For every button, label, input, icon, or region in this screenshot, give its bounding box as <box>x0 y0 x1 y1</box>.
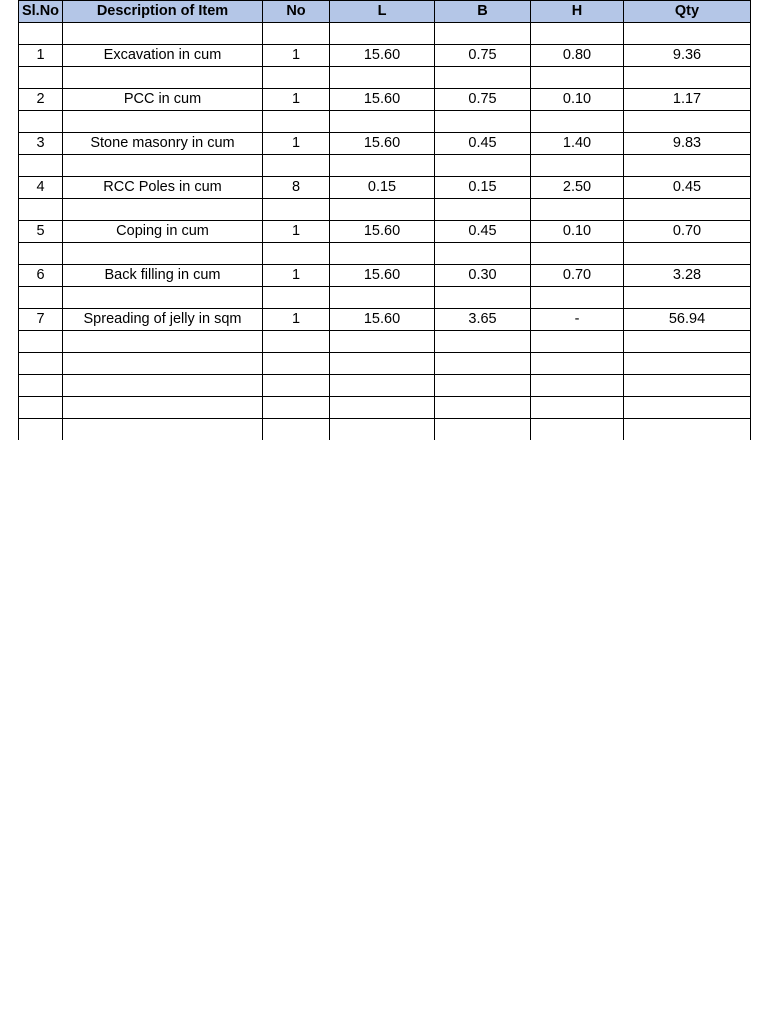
cell-description[interactable] <box>63 243 263 265</box>
cell-no[interactable] <box>263 23 330 45</box>
cell-description[interactable] <box>63 397 263 419</box>
cell-no[interactable]: 8 <box>263 177 330 199</box>
cell-length[interactable] <box>330 375 435 397</box>
cell-breadth[interactable]: 0.75 <box>435 45 531 67</box>
cell-breadth[interactable] <box>435 243 531 265</box>
cell-no[interactable]: 1 <box>263 309 330 331</box>
table-row <box>19 309 751 331</box>
header-qty: Qty <box>624 1 751 23</box>
cell-breadth[interactable] <box>435 331 531 353</box>
cell-sl-no[interactable] <box>19 155 63 177</box>
cell-height[interactable] <box>531 375 624 397</box>
cell-no[interactable]: 1 <box>263 265 330 287</box>
cell-qty[interactable]: 0.45 <box>624 177 751 199</box>
header-description: Description of Item <box>63 1 263 23</box>
quantity-table <box>18 0 751 440</box>
cell-qty[interactable]: 1.17 <box>624 89 751 111</box>
blank-row <box>19 353 751 375</box>
cell-qty[interactable] <box>624 155 751 177</box>
cell-height[interactable]: 0.70 <box>531 265 624 287</box>
cell-length[interactable] <box>330 199 435 221</box>
cell-description[interactable] <box>63 331 263 353</box>
cell-height[interactable] <box>531 397 624 419</box>
cell-length[interactable] <box>330 331 435 353</box>
cell-breadth[interactable]: 0.45 <box>435 133 531 155</box>
cell-breadth[interactable] <box>435 353 531 375</box>
cell-height[interactable]: 2.50 <box>531 177 624 199</box>
cell-qty[interactable] <box>624 331 751 353</box>
cell-qty[interactable] <box>624 419 751 441</box>
cell-description[interactable]: RCC Poles in cum <box>63 177 263 199</box>
cell-breadth[interactable]: 0.45 <box>435 221 531 243</box>
cell-breadth[interactable] <box>435 397 531 419</box>
cell-length[interactable]: 15.60 <box>330 309 435 331</box>
cell-description[interactable] <box>63 111 263 133</box>
cell-sl-no[interactable]: 7 <box>19 309 63 331</box>
cell-breadth[interactable] <box>435 287 531 309</box>
cell-height[interactable] <box>531 353 624 375</box>
cell-description[interactable] <box>63 199 263 221</box>
cell-breadth[interactable] <box>435 419 531 441</box>
cell-qty[interactable]: 3.28 <box>624 265 751 287</box>
cell-length[interactable]: 15.60 <box>330 45 435 67</box>
cell-no[interactable] <box>263 67 330 89</box>
cell-sl-no[interactable]: 1 <box>19 45 63 67</box>
cell-qty[interactable] <box>624 353 751 375</box>
cell-sl-no[interactable]: 5 <box>19 221 63 243</box>
cell-no[interactable] <box>263 287 330 309</box>
cell-length[interactable] <box>330 67 435 89</box>
cell-breadth[interactable]: 0.30 <box>435 265 531 287</box>
cell-no[interactable]: 1 <box>263 221 330 243</box>
cell-breadth[interactable] <box>435 67 531 89</box>
cell-no[interactable] <box>263 353 330 375</box>
cell-length[interactable]: 15.60 <box>330 265 435 287</box>
cell-breadth[interactable] <box>435 375 531 397</box>
cell-sl-no[interactable]: 6 <box>19 265 63 287</box>
cell-no[interactable] <box>263 331 330 353</box>
cell-description[interactable] <box>63 23 263 45</box>
cell-no[interactable]: 1 <box>263 45 330 67</box>
cell-height[interactable] <box>531 67 624 89</box>
cell-sl-no[interactable] <box>19 331 63 353</box>
cell-height[interactable]: 0.80 <box>531 45 624 67</box>
cell-height[interactable] <box>531 111 624 133</box>
cell-description[interactable] <box>63 419 263 441</box>
cell-height[interactable] <box>531 243 624 265</box>
cell-sl-no[interactable] <box>19 397 63 419</box>
cell-length[interactable] <box>330 397 435 419</box>
cell-description[interactable]: Spreading of jelly in sqm <box>63 309 263 331</box>
cell-description[interactable]: Excavation in cum <box>63 45 263 67</box>
cell-description[interactable] <box>63 375 263 397</box>
blank-row <box>19 331 751 353</box>
cell-description[interactable] <box>63 67 263 89</box>
cell-description[interactable]: PCC in cum <box>63 89 263 111</box>
blank-row <box>19 375 751 397</box>
cell-breadth[interactable]: 0.75 <box>435 89 531 111</box>
cell-qty[interactable] <box>624 23 751 45</box>
cell-length[interactable]: 15.60 <box>330 89 435 111</box>
cell-height[interactable] <box>531 155 624 177</box>
cell-length[interactable] <box>330 287 435 309</box>
cell-length[interactable]: 15.60 <box>330 221 435 243</box>
cell-sl-no[interactable] <box>19 23 63 45</box>
cell-breadth[interactable] <box>435 111 531 133</box>
cell-description[interactable]: Stone masonry in cum <box>63 133 263 155</box>
cell-no[interactable]: 1 <box>263 133 330 155</box>
cell-no[interactable] <box>263 419 330 441</box>
cell-qty[interactable] <box>624 111 751 133</box>
table-row <box>19 221 751 243</box>
blank-row <box>19 155 751 177</box>
cell-length[interactable] <box>330 353 435 375</box>
cell-sl-no[interactable] <box>19 243 63 265</box>
blank-row <box>19 419 751 441</box>
cell-no[interactable] <box>263 375 330 397</box>
cell-length[interactable] <box>330 111 435 133</box>
cell-qty[interactable]: 56.94 <box>624 309 751 331</box>
table-row <box>19 177 751 199</box>
cell-length[interactable]: 15.60 <box>330 133 435 155</box>
cell-description[interactable] <box>63 287 263 309</box>
cell-sl-no[interactable]: 4 <box>19 177 63 199</box>
cell-breadth[interactable] <box>435 199 531 221</box>
cell-length[interactable] <box>330 23 435 45</box>
cell-height[interactable] <box>531 23 624 45</box>
table-row <box>19 45 751 67</box>
cell-sl-no[interactable] <box>19 67 63 89</box>
table-body <box>19 23 751 441</box>
table-row <box>19 265 751 287</box>
blank-row <box>19 111 751 133</box>
cell-height[interactable] <box>531 331 624 353</box>
cell-qty[interactable] <box>624 287 751 309</box>
header-row <box>19 1 751 23</box>
cell-description[interactable]: Back filling in cum <box>63 265 263 287</box>
cell-qty[interactable]: 9.83 <box>624 133 751 155</box>
table-row <box>19 89 751 111</box>
cell-qty[interactable] <box>624 375 751 397</box>
cell-height[interactable]: 0.10 <box>531 89 624 111</box>
cell-no[interactable] <box>263 111 330 133</box>
cell-no[interactable] <box>263 243 330 265</box>
blank-row <box>19 199 751 221</box>
cell-sl-no[interactable] <box>19 287 63 309</box>
cell-qty[interactable] <box>624 243 751 265</box>
blank-row <box>19 243 751 265</box>
cell-sl-no[interactable]: 3 <box>19 133 63 155</box>
cell-qty[interactable]: 0.70 <box>624 221 751 243</box>
cell-qty[interactable]: 9.36 <box>624 45 751 67</box>
cell-sl-no[interactable] <box>19 111 63 133</box>
blank-row <box>19 23 751 45</box>
cell-breadth[interactable]: 3.65 <box>435 309 531 331</box>
cell-height[interactable]: 0.10 <box>531 221 624 243</box>
header-height: H <box>531 1 624 23</box>
cell-no[interactable] <box>263 397 330 419</box>
cell-description[interactable] <box>63 155 263 177</box>
cell-description[interactable] <box>63 353 263 375</box>
cell-length[interactable]: 0.15 <box>330 177 435 199</box>
header-no: No <box>263 1 330 23</box>
cell-breadth[interactable]: 0.15 <box>435 177 531 199</box>
cell-no[interactable]: 1 <box>263 89 330 111</box>
cell-qty[interactable] <box>624 397 751 419</box>
cell-sl-no[interactable] <box>19 199 63 221</box>
cell-no[interactable] <box>263 199 330 221</box>
cell-length[interactable] <box>330 243 435 265</box>
cell-height[interactable] <box>531 419 624 441</box>
header-breadth: B <box>435 1 531 23</box>
cell-qty[interactable] <box>624 199 751 221</box>
header-length: L <box>330 1 435 23</box>
header-sl-no: Sl.No <box>19 1 63 23</box>
cell-breadth[interactable] <box>435 23 531 45</box>
cell-sl-no[interactable] <box>19 353 63 375</box>
blank-row <box>19 67 751 89</box>
cell-breadth[interactable] <box>435 155 531 177</box>
cell-sl-no[interactable] <box>19 419 63 441</box>
blank-row <box>19 287 751 309</box>
cell-description[interactable]: Coping in cum <box>63 221 263 243</box>
cell-sl-no[interactable]: 2 <box>19 89 63 111</box>
cell-length[interactable] <box>330 155 435 177</box>
cell-height[interactable] <box>531 199 624 221</box>
cell-height[interactable] <box>531 287 624 309</box>
cell-height[interactable]: - <box>531 309 624 331</box>
cell-qty[interactable] <box>624 67 751 89</box>
cell-sl-no[interactable] <box>19 375 63 397</box>
cell-no[interactable] <box>263 155 330 177</box>
blank-row <box>19 397 751 419</box>
table-row <box>19 133 751 155</box>
cell-height[interactable]: 1.40 <box>531 133 624 155</box>
cell-length[interactable] <box>330 419 435 441</box>
